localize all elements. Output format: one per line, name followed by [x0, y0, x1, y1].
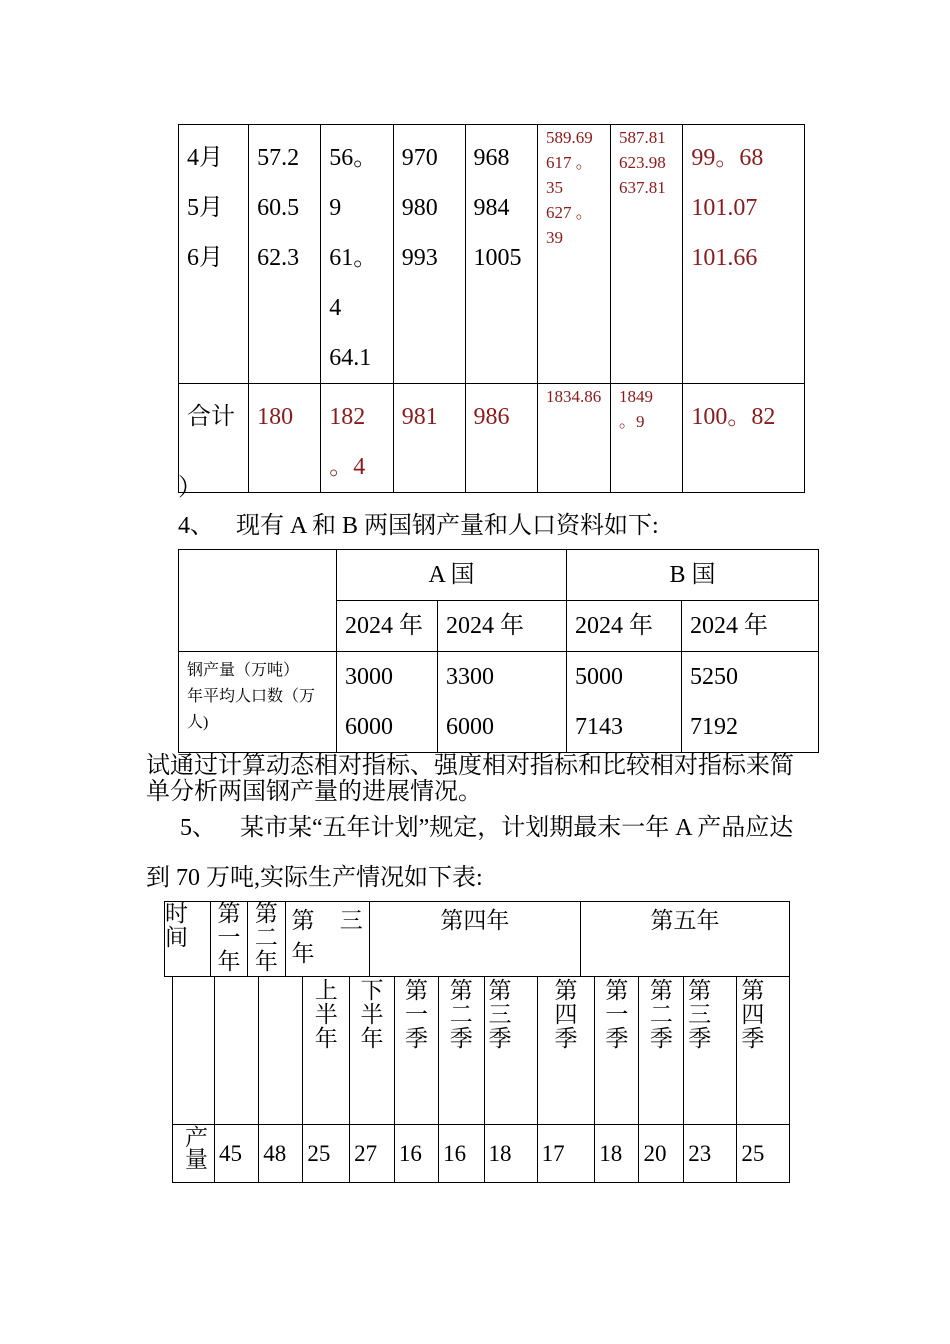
value-cell: 48 [259, 1125, 303, 1183]
row-label [173, 1125, 215, 1183]
value-cell: 100。82 [683, 384, 805, 493]
sub-header [595, 977, 639, 1125]
cell-line: 101.07 [691, 195, 758, 221]
sub-header [537, 977, 595, 1125]
cell-text: 产量 [185, 1125, 208, 1172]
cell-line: 5250 [690, 664, 738, 690]
year2-header [248, 902, 285, 977]
value-cell [538, 125, 611, 384]
cell-line: 617 。 [546, 153, 593, 172]
sub-header [737, 977, 790, 1125]
year-header: 2024 年 [567, 601, 682, 652]
cell-text: 第一季 [404, 978, 428, 1051]
value-cell: 18 [595, 1125, 639, 1183]
sub-header [484, 977, 537, 1125]
value-cell: 981 [393, 384, 465, 493]
cell-line: 62.3 [257, 245, 300, 271]
value-cell [337, 652, 438, 753]
table-row [173, 1125, 790, 1183]
total-label: 合计 [179, 384, 249, 493]
cell-line: 1005 [473, 245, 522, 271]
question-5 [180, 814, 793, 842]
value-cell: 27 [350, 1125, 395, 1183]
value-cell [683, 125, 805, 384]
cell-text: 年 [291, 941, 315, 966]
cell-line: 64.1 [329, 345, 372, 371]
cell-line: 5000 [575, 664, 623, 690]
cell-text: 第二季 [649, 978, 673, 1051]
cell-line: 7143 [575, 714, 623, 740]
value-cell: 25 [303, 1125, 350, 1183]
cell-text: 第二年 [254, 901, 278, 974]
empty-cell [259, 977, 303, 1125]
value-cell [321, 384, 394, 493]
cell-text: 第四季 [741, 978, 765, 1051]
cell-line: 589.69 [546, 128, 593, 147]
cell-line: 970 [401, 145, 438, 171]
cell-line: 6000 [446, 714, 494, 740]
value-cell: 17 [537, 1125, 595, 1183]
value-cell [610, 384, 682, 493]
cell-line: 5月 [187, 195, 223, 221]
cell-line: 623.98 [618, 153, 666, 172]
sub-header [303, 977, 350, 1125]
year5-header: 第五年 [580, 902, 789, 977]
value-cell: 16 [439, 1125, 484, 1183]
row-label [179, 652, 337, 753]
table-row [165, 902, 790, 977]
cell-line: 39 [546, 228, 564, 247]
value-cell [438, 652, 567, 753]
sub-header [439, 977, 484, 1125]
cell-text: 第四季 [554, 978, 578, 1051]
year-header: 2024 年 [438, 601, 567, 652]
cell-line: 3300 [446, 664, 494, 690]
cell-line: 627 。 [546, 203, 593, 222]
year-header: 2024 年 [337, 601, 438, 652]
cell-text: 第三季 [488, 978, 512, 1051]
cell-text: 第三季 [688, 978, 712, 1051]
cell-line: 61。 [329, 245, 378, 271]
cell-line: 984 [473, 195, 510, 221]
cell-line: 3000 [345, 664, 393, 690]
value-cell [249, 125, 321, 384]
table-row [179, 652, 819, 753]
sub-header [394, 977, 438, 1125]
year4-header: 第四年 [369, 902, 580, 977]
question-5-line2: 到 70 万吨,实际生产情况如下表: [146, 865, 483, 891]
value-cell: 16 [394, 1125, 438, 1183]
cell-line: 6月 [187, 245, 223, 271]
cell-line: 101.66 [691, 245, 758, 271]
cell-line: 钢产量（万吨） [187, 662, 300, 679]
value-cell: 25 [737, 1125, 790, 1183]
cell-line: 4月 [187, 145, 223, 171]
cell-line: 年平均人口数（万 [187, 688, 316, 705]
question-4-instruction [146, 753, 794, 805]
value-cell: 986 [465, 384, 538, 493]
year3-header [285, 902, 369, 977]
cell-text: 第一年 [217, 901, 241, 974]
table-row-total [179, 384, 805, 493]
cell-line: 35 [546, 178, 564, 197]
monthly-table [178, 124, 805, 493]
value-cell [610, 125, 682, 384]
sub-header [684, 977, 737, 1125]
cell-text: 时间 [165, 901, 188, 950]
table-row [179, 550, 819, 601]
empty-cell [215, 977, 259, 1125]
cell-text: 第一季 [605, 978, 629, 1051]
empty-cell [173, 977, 215, 1125]
value-cell: 20 [639, 1125, 684, 1183]
table-row [179, 125, 805, 384]
value-cell: 45 [215, 1125, 259, 1183]
cell-line: 6000 [345, 714, 393, 740]
question-number: 5、 [180, 815, 216, 841]
production-table-header [164, 901, 790, 977]
value-cell [682, 652, 819, 753]
cell-line: 56。 [329, 145, 378, 171]
cell-line: 99。68 [691, 145, 764, 171]
question-4 [178, 512, 659, 540]
value-cell: 18 [484, 1125, 537, 1183]
country-b-header: B 国 [567, 550, 819, 601]
month-cell [179, 125, 249, 384]
time-header [165, 902, 211, 977]
cell-line: 968 [473, 145, 510, 171]
value-cell: 1834.86 [538, 384, 611, 493]
cell-line: 980 [401, 195, 438, 221]
cell-line: 9 [329, 195, 342, 221]
value-cell [465, 125, 538, 384]
table-row [173, 977, 790, 1125]
value-cell: 23 [684, 1125, 737, 1183]
value-cell: 180 [249, 384, 321, 493]
country-a-header: A 国 [337, 550, 567, 601]
value-cell [321, 125, 394, 384]
cell-line: 60.5 [257, 195, 300, 221]
cell-line: 。4 [329, 454, 366, 480]
cell-line: 637.81 [618, 178, 666, 197]
text-line: 单分析两国钢产量的进展情况。 [146, 779, 482, 805]
stray-paren: ） [178, 475, 202, 501]
production-table [172, 976, 790, 1183]
cell-line: 993 [401, 245, 438, 271]
cell-line: 182 [329, 404, 366, 430]
cell-line: 57.2 [257, 145, 300, 171]
empty-corner [179, 550, 337, 652]
cell-text: 第二季 [449, 978, 473, 1051]
cell-text: 三 [339, 908, 363, 933]
cell-line: 7192 [690, 714, 738, 740]
question-text: 某市某“五年计划”规定，计划期最末一年 A 产品应达 [240, 815, 794, 841]
question-text: 现有 A 和 B 两国钢产量和人口资料如下: [236, 513, 659, 539]
steel-table [178, 549, 819, 753]
cell-line: 1849 [618, 387, 653, 406]
cell-text: 上半年 [314, 978, 338, 1051]
question-number: 4、 [178, 513, 214, 539]
cell-line: 。9 [618, 412, 645, 431]
year1-header [210, 902, 247, 977]
cell-text: 第 [291, 908, 315, 933]
cell-text: 下半年 [360, 978, 384, 1051]
year-header: 2024 年 [682, 601, 819, 652]
sub-header [639, 977, 684, 1125]
cell-line: 4 [329, 295, 342, 321]
cell-line: 人) [187, 714, 209, 731]
sub-header [350, 977, 395, 1125]
cell-line: 587.81 [618, 128, 666, 147]
value-cell [393, 125, 465, 384]
text-line: 试通过计算动态相对指标、强度相对指标和比较相对指标来简 [146, 753, 794, 779]
value-cell [567, 652, 682, 753]
